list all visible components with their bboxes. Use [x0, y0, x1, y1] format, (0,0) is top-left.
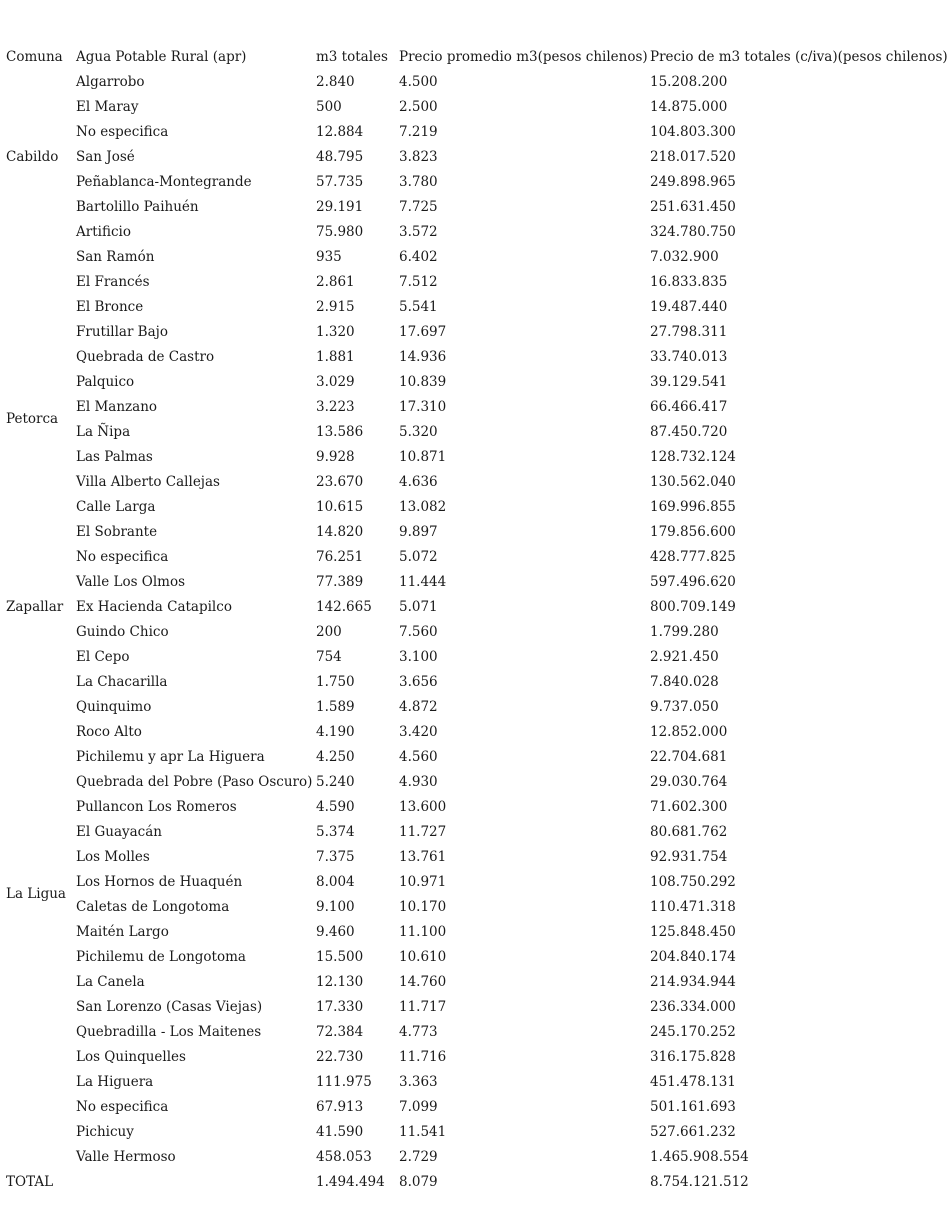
- table-row: [6, 619, 948, 644]
- apr-cell: Frutillar Bajo: [76, 323, 168, 340]
- m3-cell: 22.730: [316, 1048, 364, 1065]
- table-row: [6, 594, 948, 619]
- precio-cell: 7.099: [399, 1098, 438, 1115]
- precio-cell: 9.897: [399, 523, 438, 540]
- precio-cell: 5.072: [399, 548, 438, 565]
- m3-cell: 72.384: [316, 1023, 364, 1040]
- table-row: [6, 1044, 948, 1069]
- total-cell: 15.208.200: [650, 73, 728, 90]
- table-row: [6, 469, 948, 494]
- total-cell: 125.848.450: [650, 923, 736, 940]
- table-row: [6, 319, 948, 344]
- m3-cell: 57.735: [316, 173, 364, 190]
- table-row: [6, 219, 948, 244]
- total-cell: 451.478.131: [650, 1073, 736, 1090]
- apr-cell: Maitén Largo: [76, 923, 169, 940]
- m3-cell: 9.928: [316, 448, 355, 465]
- total-cell: 104.803.300: [650, 123, 736, 140]
- precio-cell: 13.600: [399, 798, 447, 815]
- table-row: [6, 569, 948, 594]
- header-m3-totales: m3 totales: [316, 48, 388, 65]
- total-cell: 71.602.300: [650, 798, 728, 815]
- m3-cell: 3.029: [316, 373, 355, 390]
- m3-cell: 75.980: [316, 223, 364, 240]
- precio-cell: 11.727: [399, 823, 447, 840]
- total-cell: 249.898.965: [650, 173, 736, 190]
- m3-cell: 9.460: [316, 923, 355, 940]
- precio-cell: 7.560: [399, 623, 438, 640]
- table-row: [6, 194, 948, 219]
- apr-cell: Pichilemu y apr La Higuera: [76, 748, 265, 765]
- m3-cell: 76.251: [316, 548, 364, 565]
- table-row: [6, 794, 948, 819]
- total-cell: 66.466.417: [650, 398, 728, 415]
- m3-cell: 12.884: [316, 123, 364, 140]
- apr-cell: Los Quinquelles: [76, 1048, 186, 1065]
- total-cell: 7.840.028: [650, 673, 719, 690]
- total-m3: 1.494.494: [316, 1173, 385, 1190]
- precio-cell: 10.839: [399, 373, 447, 390]
- precio-cell: 4.930: [399, 773, 438, 790]
- apr-cell: Pichicuy: [76, 1123, 134, 1140]
- apr-cell: La Ñipa: [76, 423, 131, 440]
- total-cell: 218.017.520: [650, 148, 736, 165]
- total-cell: 128.732.124: [650, 448, 736, 465]
- apr-cell: Valle Hermoso: [76, 1148, 176, 1165]
- total-cell: 251.631.450: [650, 198, 736, 215]
- table-row: [6, 69, 948, 94]
- total-cell: 12.852.000: [650, 723, 728, 740]
- m3-cell: 1.750: [316, 673, 355, 690]
- precio-cell: 3.572: [399, 223, 438, 240]
- precio-cell: 14.936: [399, 348, 447, 365]
- m3-cell: 67.913: [316, 1098, 364, 1115]
- apr-cell: Quinquimo: [76, 698, 152, 715]
- table-row: [6, 169, 948, 194]
- comuna-cell: Cabildo: [6, 148, 59, 165]
- apr-cell: San Lorenzo (Casas Viejas): [76, 998, 263, 1015]
- header-precio-total: Precio de m3 totales (c/iva)(pesos chilenos): [650, 48, 948, 65]
- apr-cell: El Cepo: [76, 648, 130, 665]
- table-row: [6, 144, 948, 169]
- total-label: TOTAL: [6, 1173, 54, 1190]
- m3-cell: 458.053: [316, 1148, 372, 1165]
- m3-cell: 29.191: [316, 198, 364, 215]
- table-row: [6, 244, 948, 269]
- precio-cell: 4.560: [399, 748, 438, 765]
- m3-cell: 77.389: [316, 573, 364, 590]
- precio-cell: 4.500: [399, 73, 438, 90]
- total-cell: 236.334.000: [650, 998, 736, 1015]
- total-cell: 245.170.252: [650, 1023, 736, 1040]
- total-cell: 316.175.828: [650, 1048, 736, 1065]
- table-row: [6, 769, 948, 794]
- table-row: [6, 644, 948, 669]
- total-cell: 29.030.764: [650, 773, 728, 790]
- total-cell: 7.032.900: [650, 248, 719, 265]
- total-cell: 428.777.825: [650, 548, 736, 565]
- apr-cell: Valle Los Olmos: [76, 573, 186, 590]
- apr-cell: El Manzano: [76, 398, 158, 415]
- table-body: [6, 69, 948, 1169]
- total-cell: 110.471.318: [650, 898, 736, 915]
- m3-cell: 1.589: [316, 698, 355, 715]
- table-row: [6, 719, 948, 744]
- m3-cell: 48.795: [316, 148, 364, 165]
- m3-cell: 23.670: [316, 473, 364, 490]
- precio-cell: 13.761: [399, 848, 447, 865]
- table-row: [6, 1094, 948, 1119]
- table-row: [6, 819, 948, 844]
- apr-cell: Bartolillo Paihuén: [76, 198, 199, 215]
- m3-cell: 9.100: [316, 898, 355, 915]
- precio-cell: 5.541: [399, 298, 438, 315]
- m3-cell: 14.820: [316, 523, 364, 540]
- table-row: [6, 394, 948, 419]
- total-cell: 169.996.855: [650, 498, 736, 515]
- m3-cell: 2.861: [316, 273, 355, 290]
- precio-cell: 10.610: [399, 948, 447, 965]
- precio-cell: 3.420: [399, 723, 438, 740]
- precio-cell: 17.310: [399, 398, 447, 415]
- total-cell: 19.487.440: [650, 298, 728, 315]
- apr-cell: Algarrobo: [76, 73, 145, 90]
- table-row: [6, 1069, 948, 1094]
- total-cell: 1.799.280: [650, 623, 719, 640]
- table-row: [6, 544, 948, 569]
- m3-cell: 500: [316, 98, 342, 115]
- apr-cell: El Maray: [76, 98, 139, 115]
- total-cell: 1.465.908.554: [650, 1148, 749, 1165]
- table-row: [6, 94, 948, 119]
- apr-cell: Artificio: [76, 223, 131, 240]
- apr-cell: Quebradilla - Los Maitenes: [76, 1023, 262, 1040]
- m3-cell: 5.240: [316, 773, 355, 790]
- apr-price-table: [6, 44, 948, 1194]
- total-cell: 39.129.541: [650, 373, 728, 390]
- m3-cell: 4.250: [316, 748, 355, 765]
- table-row: [6, 1144, 948, 1169]
- m3-cell: 5.374: [316, 823, 355, 840]
- apr-cell: Ex Hacienda Catapilco: [76, 598, 232, 615]
- m3-cell: 142.665: [316, 598, 372, 615]
- precio-cell: 11.541: [399, 1123, 447, 1140]
- total-cell: 80.681.762: [650, 823, 728, 840]
- apr-cell: Calle Larga: [76, 498, 156, 515]
- total-cell: 14.875.000: [650, 98, 728, 115]
- header-comuna: Comuna: [6, 48, 63, 65]
- table-row: [6, 294, 948, 319]
- table-row: [6, 944, 948, 969]
- precio-cell: 7.512: [399, 273, 438, 290]
- m3-cell: 13.586: [316, 423, 364, 440]
- m3-cell: 41.590: [316, 1123, 364, 1140]
- apr-cell: No especifica: [76, 1098, 169, 1115]
- table-row: [6, 344, 948, 369]
- table-row: [6, 519, 948, 544]
- total-cell: 324.780.750: [650, 223, 736, 240]
- m3-cell: 3.223: [316, 398, 355, 415]
- precio-cell: 5.320: [399, 423, 438, 440]
- table-row: [6, 919, 948, 944]
- table-row: [6, 419, 948, 444]
- precio-cell: 6.402: [399, 248, 438, 265]
- header-row: [6, 44, 948, 69]
- table-row: [6, 994, 948, 1019]
- precio-cell: 7.219: [399, 123, 438, 140]
- apr-cell: San Ramón: [76, 248, 155, 265]
- header-precio-promedio: Precio promedio m3(pesos chilenos): [399, 48, 648, 65]
- m3-cell: 1.320: [316, 323, 355, 340]
- precio-cell: 10.971: [399, 873, 447, 890]
- apr-cell: El Bronce: [76, 298, 144, 315]
- table-row: [6, 119, 948, 144]
- apr-cell: La Higuera: [76, 1073, 154, 1090]
- comuna-cell: La Ligua: [6, 886, 66, 902]
- m3-cell: 754: [316, 648, 342, 665]
- table-row: [6, 844, 948, 869]
- precio-cell: 10.871: [399, 448, 447, 465]
- header-apr: Agua Potable Rural (apr): [76, 48, 247, 65]
- apr-cell: Los Hornos de Huaquén: [76, 873, 243, 890]
- m3-cell: 17.330: [316, 998, 364, 1015]
- table-row: [6, 269, 948, 294]
- total-precio-promedio: 8.079: [399, 1173, 438, 1190]
- apr-cell: El Francés: [76, 273, 150, 290]
- precio-cell: 2.500: [399, 98, 438, 115]
- m3-cell: 1.881: [316, 348, 355, 365]
- total-cell: 9.737.050: [650, 698, 719, 715]
- precio-cell: 13.082: [399, 498, 447, 515]
- m3-cell: 4.190: [316, 723, 355, 740]
- apr-cell: El Sobrante: [76, 523, 158, 540]
- table-row: [6, 1019, 948, 1044]
- apr-cell: La Chacarilla: [76, 673, 168, 690]
- total-cell: 501.161.693: [650, 1098, 736, 1115]
- table-row: [6, 444, 948, 469]
- precio-cell: 3.363: [399, 1073, 438, 1090]
- m3-cell: 935: [316, 248, 342, 265]
- total-cell: 87.450.720: [650, 423, 728, 440]
- comuna-cell: Petorca: [6, 411, 59, 427]
- total-precio-total: 8.754.121.512: [650, 1173, 749, 1190]
- total-cell: 27.798.311: [650, 323, 728, 340]
- apr-cell: Guindo Chico: [76, 623, 169, 640]
- precio-cell: 10.170: [399, 898, 447, 915]
- m3-cell: 7.375: [316, 848, 355, 865]
- precio-cell: 4.636: [399, 473, 438, 490]
- total-row: [6, 1169, 948, 1194]
- m3-cell: 12.130: [316, 973, 364, 990]
- apr-cell: Los Molles: [76, 848, 150, 865]
- total-cell: 92.931.754: [650, 848, 728, 865]
- m3-cell: 111.975: [316, 1073, 372, 1090]
- table-row: [6, 1119, 948, 1144]
- apr-cell: Peñablanca-Montegrande: [76, 173, 252, 190]
- m3-cell: 2.840: [316, 73, 355, 90]
- m3-cell: 15.500: [316, 948, 364, 965]
- total-cell: 108.750.292: [650, 873, 736, 890]
- precio-cell: 11.717: [399, 998, 447, 1015]
- apr-cell: La Canela: [76, 973, 145, 990]
- precio-cell: 5.071: [399, 598, 438, 615]
- precio-cell: 14.760: [399, 973, 447, 990]
- precio-cell: 3.100: [399, 648, 438, 665]
- precio-cell: 17.697: [399, 323, 447, 340]
- table-row: [6, 669, 948, 694]
- apr-cell: Palquico: [76, 373, 135, 390]
- precio-cell: 3.780: [399, 173, 438, 190]
- apr-cell: No especifica: [76, 123, 169, 140]
- precio-cell: 11.444: [399, 573, 447, 590]
- precio-cell: 11.100: [399, 923, 447, 940]
- apr-cell: Caletas de Longotoma: [76, 898, 230, 915]
- m3-cell: 2.915: [316, 298, 355, 315]
- m3-cell: 8.004: [316, 873, 355, 890]
- table-row: [6, 869, 948, 894]
- table-row: [6, 494, 948, 519]
- total-cell: 527.661.232: [650, 1123, 736, 1140]
- m3-cell: 4.590: [316, 798, 355, 815]
- apr-cell: Quebrada del Pobre (Paso Oscuro): [76, 773, 313, 790]
- apr-cell: No especifica: [76, 548, 169, 565]
- apr-cell: Pullancon Los Romeros: [76, 798, 237, 815]
- apr-cell: San José: [76, 148, 135, 165]
- precio-cell: 2.729: [399, 1148, 438, 1165]
- total-cell: 33.740.013: [650, 348, 728, 365]
- total-cell: 130.562.040: [650, 473, 736, 490]
- apr-cell: Roco Alto: [76, 723, 142, 740]
- m3-cell: 10.615: [316, 498, 364, 515]
- table-row: [6, 694, 948, 719]
- total-empty: [76, 1169, 316, 1194]
- total-cell: 204.840.174: [650, 948, 736, 965]
- total-cell: 597.496.620: [650, 573, 736, 590]
- total-cell: 214.934.944: [650, 973, 736, 990]
- apr-cell: Pichilemu de Longotoma: [76, 948, 246, 965]
- precio-cell: 4.872: [399, 698, 438, 715]
- precio-cell: 11.716: [399, 1048, 447, 1065]
- comuna-cell: Zapallar: [6, 598, 64, 615]
- table-row: [6, 969, 948, 994]
- apr-cell: El Guayacán: [76, 823, 162, 840]
- precio-cell: 7.725: [399, 198, 438, 215]
- apr-cell: Quebrada de Castro: [76, 348, 215, 365]
- total-cell: 16.833.835: [650, 273, 728, 290]
- m3-cell: 200: [316, 623, 342, 640]
- total-cell: 2.921.450: [650, 648, 719, 665]
- apr-cell: Las Palmas: [76, 448, 153, 465]
- apr-cell: Villa Alberto Callejas: [76, 473, 220, 490]
- total-cell: 22.704.681: [650, 748, 728, 765]
- total-cell: 800.709.149: [650, 598, 736, 615]
- table-row: [6, 369, 948, 394]
- table-row: [6, 894, 948, 919]
- precio-cell: 3.823: [399, 148, 438, 165]
- precio-cell: 3.656: [399, 673, 438, 690]
- total-cell: 179.856.600: [650, 523, 736, 540]
- precio-cell: 4.773: [399, 1023, 438, 1040]
- table-row: [6, 744, 948, 769]
